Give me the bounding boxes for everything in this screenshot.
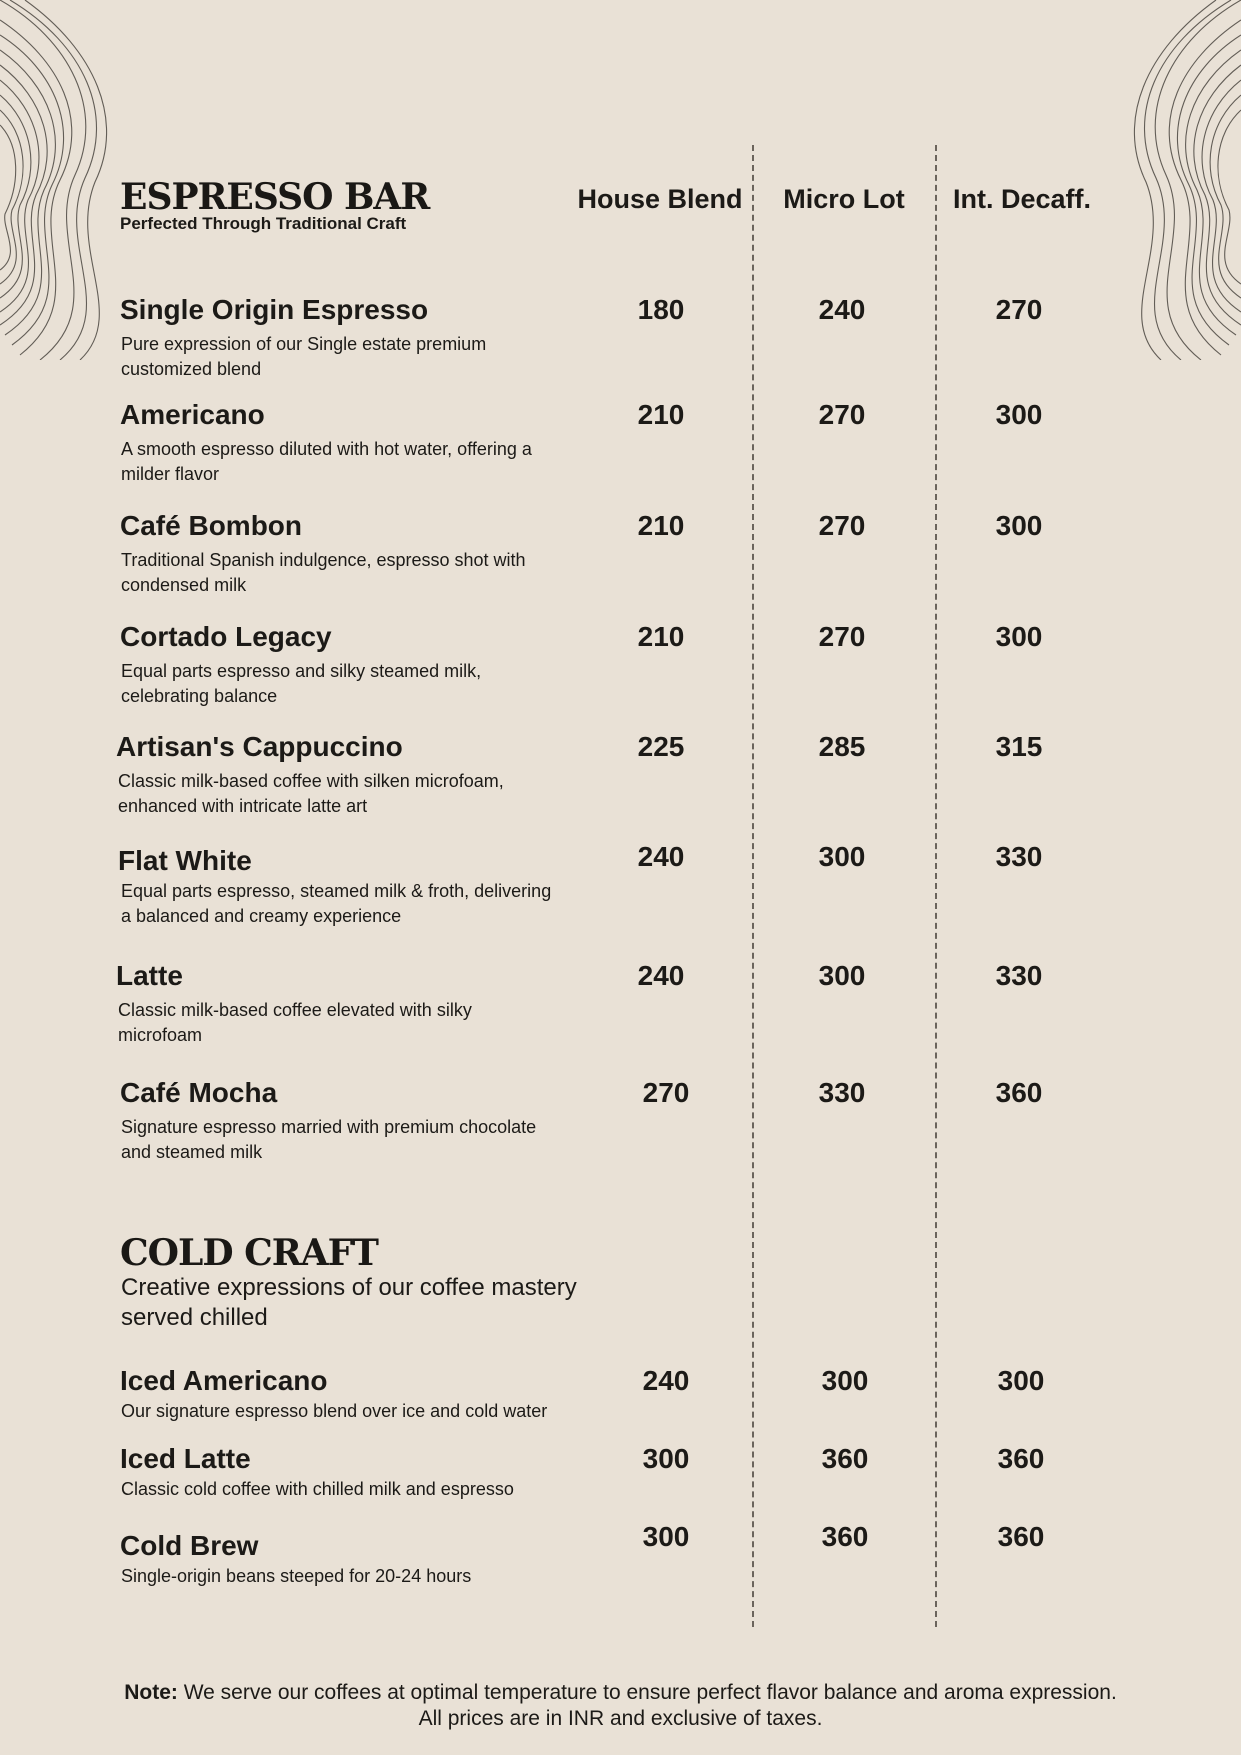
item-name: Iced Latte [120,1443,251,1474]
price-int-decaff: 360 [997,1443,1045,1474]
item-description: Equal parts espresso and silky steamed milk, celebrating balance [121,661,482,706]
price-int-decaff: 315 [995,731,1043,762]
item-name: Café Mocha [120,1077,278,1108]
price-micro-lot: 270 [818,399,866,430]
price-int-decaff: 330 [995,960,1043,991]
price-int-decaff: 270 [995,294,1043,325]
price-house-blend: 210 [637,510,685,541]
item-description: Our signature espresso blend over ice and cold water [121,1401,548,1421]
price-micro-lot: 270 [818,510,866,541]
item-name: Latte [116,960,183,991]
menu-item [120,510,1100,595]
item-name: Café Bombon [120,510,302,541]
menu-item [120,399,1100,484]
menu-item [120,1077,1100,1162]
item-description: Equal parts espresso, steamed milk & froth, delivering a balanced and creamy experience [121,881,552,926]
item-description: Signature espresso married with premium chocolate and steamed milk [121,1117,537,1162]
price-int-decaff: 300 [995,510,1043,541]
note-label: Note: [124,1681,178,1704]
price-int-decaff: 300 [997,1365,1045,1396]
price-micro-lot: 300 [821,1365,869,1396]
price-house-blend: 225 [637,731,685,762]
price-house-blend: 210 [637,621,685,652]
price-house-blend: 300 [642,1443,690,1474]
price-micro-lot: 285 [818,731,866,762]
item-description: Classic milk-based coffee elevated with silky microfoam [118,1000,472,1045]
item-description: Traditional Spanish indulgence, espresso shot with condensed milk [121,550,526,595]
price-int-decaff: 360 [997,1521,1045,1552]
menu-item [116,731,1100,816]
espresso-bar-subtitle: Perfected Through Traditional Craft [120,214,407,233]
column-header-micro-lot: Micro Lot [783,184,905,214]
wave-line-art-left [0,0,130,360]
item-description: Single-origin beans steeped for 20-24 hours [121,1566,472,1586]
price-house-blend: 270 [642,1077,690,1108]
menu-item [120,294,1100,379]
price-house-blend: 240 [637,841,685,872]
menu-item [118,841,1100,926]
price-house-blend: 210 [637,399,685,430]
price-micro-lot: 270 [818,621,866,652]
menu-item [116,960,1100,1045]
column-header-house-blend: House Blend [577,184,743,214]
item-name: Iced Americano [120,1365,328,1396]
item-name: Artisan's Cappuccino [116,731,403,762]
price-house-blend: 240 [637,960,685,991]
item-name: Flat White [118,845,252,876]
price-house-blend: 300 [642,1521,690,1552]
item-description: Pure expression of our Single estate premium customized blend [121,334,487,379]
note-line-1: We serve our coffees at optimal temperature to ensure perfect flavor balance and aroma expression. [183,1681,1117,1704]
price-micro-lot: 300 [818,841,866,872]
item-name: Americano [120,399,265,430]
item-description: Classic milk-based coffee with silken microfoam, enhanced with intricate latte art [118,771,504,816]
price-micro-lot: 360 [821,1521,869,1552]
price-house-blend: 240 [642,1365,690,1396]
footer-note [0,1680,1241,1732]
price-micro-lot: 240 [818,294,866,325]
note-line-2: All prices are in INR and exclusive of taxes. [418,1707,823,1730]
price-micro-lot: 330 [818,1077,866,1108]
cold-craft-title: COLD CRAFT [120,1232,378,1274]
item-description: A smooth espresso diluted with hot water, offering a milder flavor [121,439,532,484]
price-house-blend: 180 [637,294,685,325]
price-int-decaff: 300 [995,399,1043,430]
menu-item [120,621,1100,706]
menu-item [120,1365,1100,1445]
cold-craft-subtitle: Creative expressions of our coffee mastery served chilled [121,1274,577,1331]
menu-item [120,1521,1100,1610]
price-micro-lot: 300 [818,960,866,991]
price-int-decaff: 360 [995,1077,1043,1108]
price-int-decaff: 300 [995,621,1043,652]
espresso-bar-title: ESPRESSO BAR [120,176,430,218]
price-int-decaff: 330 [995,841,1043,872]
menu-item [120,1443,1100,1523]
item-name: Cold Brew [120,1530,259,1561]
item-name: Cortado Legacy [120,621,332,652]
item-name: Single Origin Espresso [120,294,429,325]
column-header-int-decaff: Int. Decaff. [952,184,1092,214]
item-description: Classic cold coffee with chilled milk and espresso [121,1479,514,1499]
price-micro-lot: 360 [821,1443,869,1474]
wave-line-art-right [1111,0,1241,360]
